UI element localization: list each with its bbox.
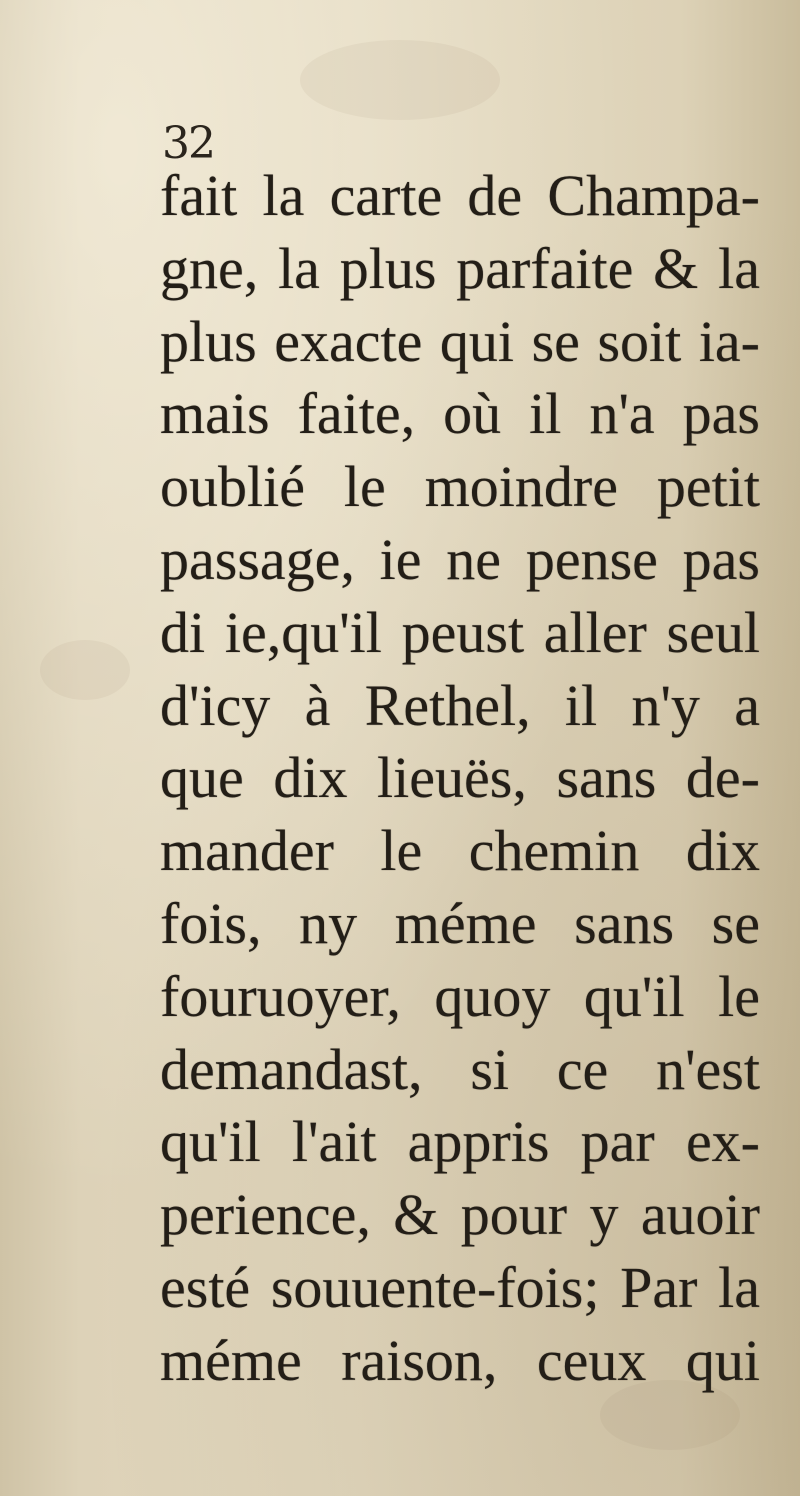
text-line: mais faite, où il n'a pas [160, 381, 760, 447]
text-line: gne, la plus parfaite & la [160, 235, 760, 301]
text-line: oublié le moindre petit [160, 454, 760, 520]
text-line: que dix lieuës, sans de- [160, 745, 760, 811]
text-line: perience, & pour y auoir [160, 1182, 760, 1248]
text-line: plus exacte qui se soit ia- [160, 308, 760, 374]
text-line: demandast, si ce n'est [160, 1036, 760, 1102]
text-line: passage, ie ne pense pas [160, 526, 760, 592]
text-line: méme raison, ceux qui [160, 1327, 760, 1393]
text-line: fois, ny méme sans se [160, 890, 760, 956]
page-body-text [160, 160, 772, 1398]
text-line: di ie,qu'il peust aller seul [160, 599, 760, 665]
text-line: fait la carte de Champa- [160, 163, 760, 228]
text-line: fouruoyer, quoy qu'il le [160, 963, 760, 1029]
paper-stain [300, 40, 500, 120]
page-number: 32 [162, 118, 214, 169]
text-line: qu'il l'ait appris par ex- [160, 1109, 760, 1175]
text-line: d'icy à Rethel, il n'y a [160, 672, 760, 738]
paper-stain [40, 640, 130, 700]
text-line: mander le chemin dix [160, 818, 760, 884]
text-line: esté souuente-fois; Par la [160, 1254, 760, 1320]
